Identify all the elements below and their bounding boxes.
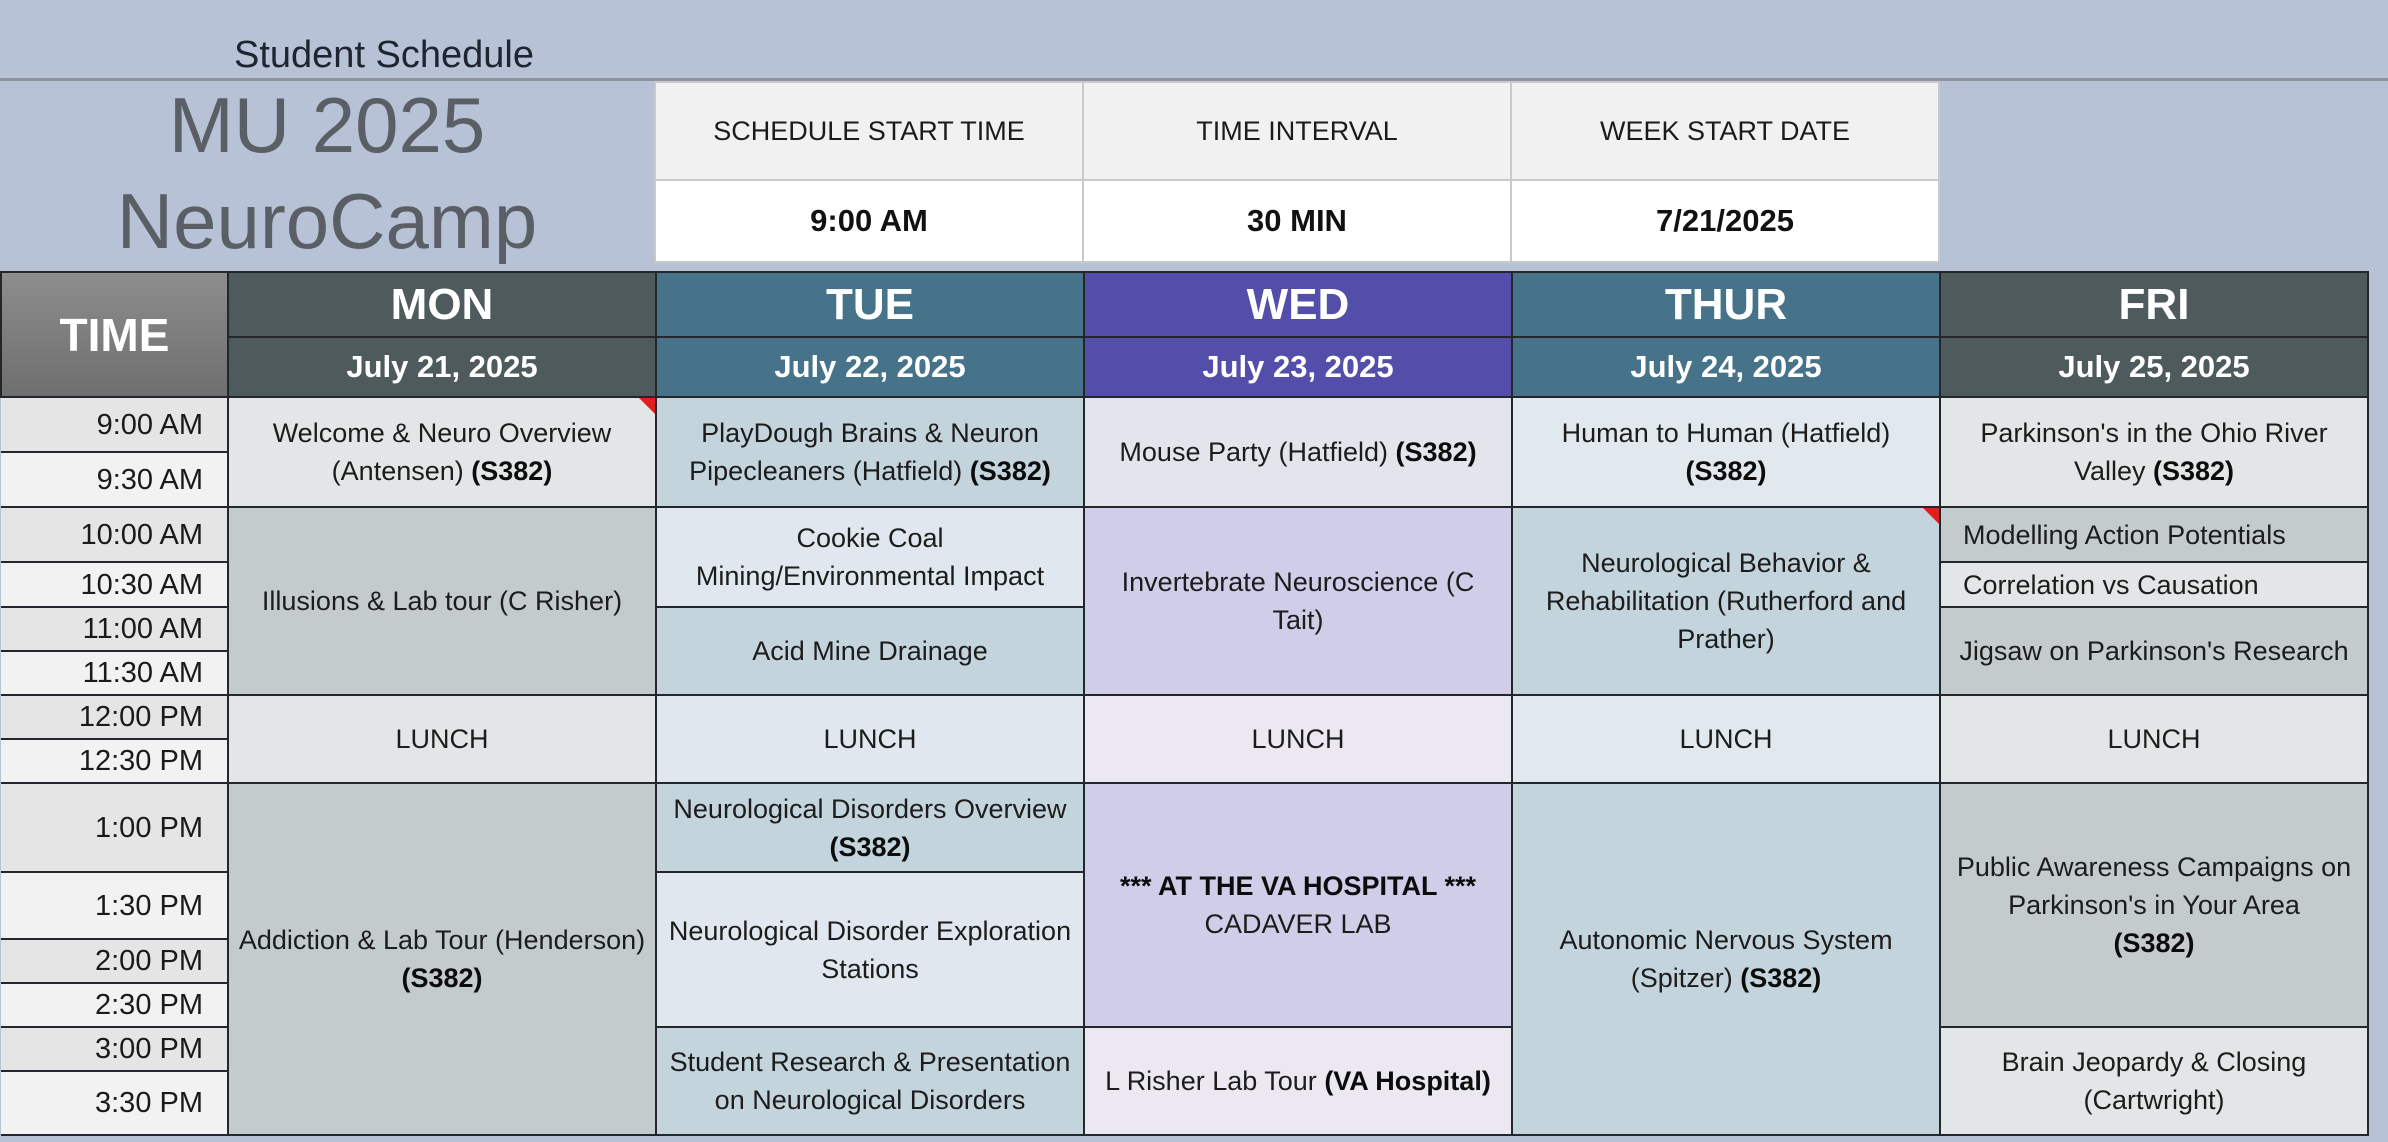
start-time-value[interactable]: 9:00 AM: [655, 180, 1083, 262]
day-header-fri: FRI: [1940, 272, 2368, 337]
day-header-mon: MON: [228, 272, 656, 337]
event-title: Correlation vs Causation: [1963, 569, 2259, 600]
event-cell[interactable]: [656, 607, 1084, 695]
time-slot: 3:30 PM: [1, 1071, 228, 1135]
event-cell[interactable]: [1084, 507, 1512, 695]
time-slot: 10:00 AM: [1, 507, 228, 562]
start-time-label: SCHEDULE START TIME: [655, 82, 1083, 180]
interval-value[interactable]: 30 MIN: [1083, 180, 1511, 262]
day-date-tue: July 22, 2025: [656, 337, 1084, 397]
event-room: (S382): [1395, 437, 1477, 467]
event-room: (S382): [2113, 928, 2195, 958]
event-title: LUNCH: [2107, 724, 2201, 754]
schedule-grid: [0, 271, 2369, 1136]
event-room: (S382): [969, 456, 1051, 486]
event-cell[interactable]: [1940, 397, 2368, 507]
event-title: CADAVER LAB: [1204, 909, 1392, 939]
event-cell[interactable]: [1940, 695, 2368, 783]
event-title: LUNCH: [395, 724, 489, 754]
event-cell[interactable]: [228, 397, 656, 507]
time-slot: 10:30 AM: [1, 562, 228, 607]
day-header-tue: TUE: [656, 272, 1084, 337]
day-date-mon: July 21, 2025: [228, 337, 656, 397]
event-title: Neurological Disorders Overview: [673, 793, 1067, 824]
day-date-thu: July 24, 2025: [1512, 337, 1940, 397]
week-start-value[interactable]: 7/21/2025: [1511, 180, 1939, 262]
event-title: Acid Mine Drainage: [752, 636, 988, 666]
schedule-title-line1: MU 2025: [168, 81, 486, 169]
event-title: Addiction & Lab Tour (Henderson): [238, 925, 646, 955]
event-title: PlayDough Brains & Neuron Pipecleaners (Hatfield): [689, 418, 1039, 486]
event-title: Jigsaw on Parkinson's Research: [1959, 636, 2349, 666]
event-cell[interactable]: [1084, 695, 1512, 783]
event-cell[interactable]: [1084, 397, 1512, 507]
day-date-wed: July 23, 2025: [1084, 337, 1512, 397]
event-title: Parkinson's in the Ohio River Valley: [1980, 418, 2328, 486]
time-column-header: TIME: [1, 272, 228, 397]
event-title: Invertebrate Neuroscience (C Tait): [1121, 567, 1475, 635]
time-slot: 9:30 AM: [1, 452, 228, 507]
time-slot: 12:00 PM: [1, 695, 228, 739]
event-room: (S382): [1740, 963, 1822, 993]
time-slot: 1:30 PM: [1, 872, 228, 939]
day-header-wed: WED: [1084, 272, 1512, 337]
event-title: Brain Jeopardy & Closing (Cartwright): [2001, 1047, 2307, 1115]
time-slot: 2:30 PM: [1, 983, 228, 1027]
day-date-fri: July 25, 2025: [1940, 337, 2368, 397]
event-title: Public Awareness Campaigns on Parkinson's in Your Area: [1956, 852, 2352, 920]
event-cell[interactable]: [656, 872, 1084, 1027]
event-cell[interactable]: [228, 507, 656, 695]
sheet-subtitle: Student Schedule: [234, 34, 535, 76]
event-room: (S382): [829, 831, 911, 862]
event-cell[interactable]: [1084, 783, 1512, 1027]
event-title: Modelling Action Potentials: [1963, 519, 2286, 550]
week-start-label: WEEK START DATE: [1511, 82, 1939, 180]
event-room: (S382): [2153, 456, 2235, 486]
event-title: LUNCH: [823, 724, 917, 754]
event-cell[interactable]: [656, 1027, 1084, 1135]
event-location: *** AT THE VA HOSPITAL ***: [1119, 871, 1477, 901]
event-cell[interactable]: [1940, 1027, 2368, 1135]
event-room: (S382): [401, 963, 483, 993]
day-header-thu: THUR: [1512, 272, 1940, 337]
time-slot: 2:00 PM: [1, 939, 228, 983]
event-cell[interactable]: [656, 397, 1084, 507]
event-title: Welcome & Neuro Overview (Antensen): [272, 418, 612, 486]
schedule-settings: [654, 81, 1940, 263]
time-slot: 11:30 AM: [1, 651, 228, 695]
event-room: (S382): [1685, 456, 1767, 486]
event-cell[interactable]: [228, 783, 656, 1135]
interval-label: TIME INTERVAL: [1083, 82, 1511, 180]
event-cell[interactable]: [656, 507, 1084, 607]
event-title: LUNCH: [1251, 724, 1345, 754]
event-room: (S382): [471, 456, 553, 486]
event-cell[interactable]: [1084, 1027, 1512, 1135]
event-title: Student Research & Presentation on Neurological Disorders: [669, 1047, 1071, 1115]
schedule-title-line2: NeuroCamp: [116, 177, 538, 265]
event-title: LUNCH: [1679, 724, 1773, 754]
event-title: Neurological Disorder Exploration Stations: [668, 915, 1072, 984]
event-title: Cookie Coal Mining/Environmental Impact: [695, 523, 1045, 591]
event-cell[interactable]: [1512, 695, 1940, 783]
event-cell[interactable]: [1940, 562, 2368, 607]
event-cell[interactable]: [1512, 507, 1940, 695]
time-slot: 12:30 PM: [1, 739, 228, 783]
event-room: (VA Hospital): [1324, 1066, 1491, 1096]
time-slot: 3:00 PM: [1, 1027, 228, 1071]
event-title: Mouse Party (Hatfield): [1119, 437, 1389, 467]
time-slot: 11:00 AM: [1, 607, 228, 651]
event-title: Illusions & Lab tour (C Risher): [261, 586, 623, 616]
event-cell[interactable]: [656, 695, 1084, 783]
event-title: Human to Human (Hatfield): [1561, 418, 1891, 448]
time-slot: 9:00 AM: [1, 397, 228, 452]
event-cell[interactable]: [1512, 783, 1940, 1135]
event-cell[interactable]: [1940, 607, 2368, 695]
event-title: Neurological Behavior & Rehabilitation (Rutherford and Prather): [1545, 548, 1907, 654]
event-cell[interactable]: [228, 695, 656, 783]
event-cell[interactable]: [656, 783, 1084, 872]
event-cell[interactable]: [1512, 397, 1940, 507]
time-slot: 1:00 PM: [1, 783, 228, 872]
event-title: Autonomic Nervous System (Spitzer): [1559, 925, 1893, 993]
event-title: L Risher Lab Tour: [1105, 1066, 1317, 1096]
event-cell[interactable]: [1940, 783, 2368, 1027]
event-cell[interactable]: [1940, 507, 2368, 562]
